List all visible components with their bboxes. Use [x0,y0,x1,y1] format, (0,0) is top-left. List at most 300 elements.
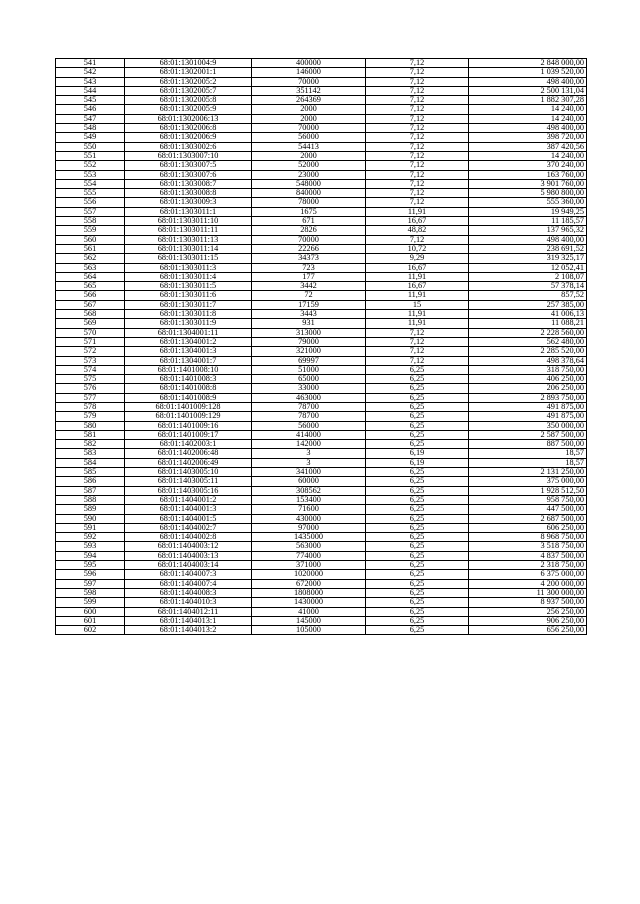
rate-cell: 6,25 [366,477,469,486]
cadastral-number-cell: 68:01:1303007:6 [125,170,252,179]
row-number-cell: 544 [56,86,125,95]
row-number-cell: 577 [56,393,125,402]
area-cell: 3443 [252,310,366,319]
cadastral-number-cell: 68:01:1401008:9 [125,393,252,402]
table-row [56,440,587,449]
cadastral-number-cell: 68:01:1401008:10 [125,365,252,374]
table-row [56,291,587,300]
amount-cell: 350 000,00 [469,421,587,430]
cadastral-number-cell: 68:01:1303007:10 [125,151,252,160]
cadastral-number-cell: 68:01:1303009:3 [125,198,252,207]
rate-cell: 6,25 [366,402,469,411]
rate-cell: 6,25 [366,626,469,635]
table-row [56,319,587,328]
table-row [56,235,587,244]
amount-cell: 257 385,00 [469,300,587,309]
cadastral-number-cell: 68:01:1303011:13 [125,235,252,244]
amount-cell: 2 687 500,00 [469,514,587,523]
row-number-cell: 566 [56,291,125,300]
row-number-cell: 568 [56,310,125,319]
area-cell: 70000 [252,235,366,244]
area-cell: 105000 [252,626,366,635]
row-number-cell: 601 [56,616,125,625]
cadastral-number-cell: 68:01:1304001:11 [125,328,252,337]
rate-cell: 15 [366,300,469,309]
table-row [56,217,587,226]
table-row [56,477,587,486]
cadastral-number-cell: 68:01:1304001:2 [125,337,252,346]
rate-cell: 7,12 [366,328,469,337]
table-row [56,151,587,160]
rate-cell: 6,25 [366,495,469,504]
row-number-cell: 602 [56,626,125,635]
table-row [56,393,587,402]
area-cell: 313000 [252,328,366,337]
rate-cell: 6,25 [366,430,469,439]
area-cell: 321000 [252,347,366,356]
amount-cell: 5 980 800,00 [469,189,587,198]
cadastral-number-cell: 68:01:1404001:2 [125,495,252,504]
row-number-cell: 569 [56,319,125,328]
row-number-cell: 593 [56,542,125,551]
area-cell: 146000 [252,68,366,77]
cadastral-number-cell: 68:01:1303011:1 [125,207,252,216]
area-cell: 3 [252,449,366,458]
row-number-cell: 574 [56,365,125,374]
row-number-cell: 585 [56,468,125,477]
area-cell: 414000 [252,430,366,439]
rate-cell: 6,25 [366,579,469,588]
row-number-cell: 553 [56,170,125,179]
amount-cell: 256 250,00 [469,607,587,616]
amount-cell: 1 882 307,28 [469,96,587,105]
table-row [56,449,587,458]
table-row [56,533,587,542]
row-number-cell: 579 [56,412,125,421]
rate-cell: 6,25 [366,607,469,616]
area-cell: 2000 [252,151,366,160]
amount-cell: 14 240,00 [469,105,587,114]
table-row [56,579,587,588]
table-row [56,226,587,235]
row-number-cell: 589 [56,505,125,514]
area-cell: 145000 [252,616,366,625]
table-body [56,59,587,635]
amount-cell: 2 500 131,04 [469,86,587,95]
cadastral-number-cell: 68:01:1404013:2 [125,626,252,635]
cadastral-number-cell: 68:01:1303007:5 [125,161,252,170]
rate-cell: 7,12 [366,142,469,151]
table-row [56,430,587,439]
area-cell: 840000 [252,189,366,198]
rate-cell: 11,91 [366,310,469,319]
amount-cell: 238 691,52 [469,244,587,253]
table-row [56,347,587,356]
cadastral-number-cell: 68:01:1302005:7 [125,86,252,95]
amount-cell: 2 108,07 [469,272,587,281]
row-number-cell: 575 [56,375,125,384]
rate-cell: 11,91 [366,291,469,300]
table-row [56,412,587,421]
row-number-cell: 599 [56,598,125,607]
area-cell: 60000 [252,477,366,486]
amount-cell: 163 760,00 [469,170,587,179]
rate-cell: 6,25 [366,384,469,393]
amount-cell: 137 965,32 [469,226,587,235]
area-cell: 1020000 [252,570,366,579]
amount-cell: 656 250,00 [469,626,587,635]
row-number-cell: 592 [56,533,125,542]
rate-cell: 7,12 [366,77,469,86]
rate-cell: 6,25 [366,365,469,374]
rate-cell: 6,25 [366,468,469,477]
amount-cell: 2 587 500,00 [469,430,587,439]
rate-cell: 6,25 [366,570,469,579]
rate-cell: 6,25 [366,486,469,495]
table-row [56,133,587,142]
area-cell: 371000 [252,561,366,570]
amount-cell: 498 400,00 [469,235,587,244]
area-cell: 563000 [252,542,366,551]
cadastral-number-cell: 68:01:1401008:8 [125,384,252,393]
amount-cell: 447 500,00 [469,505,587,514]
amount-cell: 387 420,56 [469,142,587,151]
row-number-cell: 558 [56,217,125,226]
area-cell: 723 [252,263,366,272]
row-number-cell: 551 [56,151,125,160]
area-cell: 142000 [252,440,366,449]
rate-cell: 6,25 [366,551,469,560]
area-cell: 3 [252,458,366,467]
cadastral-number-cell: 68:01:1304001:3 [125,347,252,356]
row-number-cell: 588 [56,495,125,504]
amount-cell: 562 480,00 [469,337,587,346]
amount-cell: 57 378,14 [469,282,587,291]
amount-cell: 11 185,57 [469,217,587,226]
cadastral-number-cell: 68:01:1404003:14 [125,561,252,570]
table-row [56,468,587,477]
row-number-cell: 541 [56,59,125,68]
rate-cell: 6,19 [366,458,469,467]
row-number-cell: 598 [56,588,125,597]
cadastral-number-cell: 68:01:1303011:10 [125,217,252,226]
table-row [56,179,587,188]
row-number-cell: 590 [56,514,125,523]
area-cell: 33000 [252,384,366,393]
row-number-cell: 559 [56,226,125,235]
row-number-cell: 582 [56,440,125,449]
area-cell: 153400 [252,495,366,504]
rate-cell: 16,67 [366,263,469,272]
cadastral-number-cell: 68:01:1302005:2 [125,77,252,86]
area-cell: 1675 [252,207,366,216]
area-cell: 308562 [252,486,366,495]
cadastral-number-cell: 68:01:1401009:17 [125,430,252,439]
row-number-cell: 555 [56,189,125,198]
area-cell: 56000 [252,421,366,430]
area-cell: 3442 [252,282,366,291]
area-cell: 2000 [252,105,366,114]
table-row [56,68,587,77]
rate-cell: 6,25 [366,440,469,449]
area-cell: 97000 [252,523,366,532]
cadastral-number-cell: 68:01:1401008:3 [125,375,252,384]
area-cell: 51000 [252,365,366,374]
area-cell: 1430000 [252,598,366,607]
amount-cell: 318 750,00 [469,365,587,374]
area-cell: 463000 [252,393,366,402]
rate-cell: 16,67 [366,282,469,291]
rate-cell: 6,19 [366,449,469,458]
table-row [56,189,587,198]
cadastral-number-cell: 68:01:1404003:12 [125,542,252,551]
rate-cell: 7,12 [366,68,469,77]
amount-cell: 4 200 000,00 [469,579,587,588]
rate-cell: 11,91 [366,207,469,216]
amount-cell: 958 750,00 [469,495,587,504]
area-cell: 34373 [252,254,366,263]
area-cell: 671 [252,217,366,226]
table-row [56,365,587,374]
cadastral-number-cell: 68:01:1404007:4 [125,579,252,588]
amount-cell: 4 837 500,00 [469,551,587,560]
row-number-cell: 591 [56,523,125,532]
area-cell: 1808000 [252,588,366,597]
rate-cell: 7,12 [366,235,469,244]
table-row [56,356,587,365]
table-row [56,198,587,207]
area-cell: 52000 [252,161,366,170]
area-cell: 41000 [252,607,366,616]
table-row [56,142,587,151]
rate-cell: 16,67 [366,217,469,226]
cadastral-number-cell: 68:01:1401009:128 [125,402,252,411]
table-row [56,86,587,95]
row-number-cell: 561 [56,244,125,253]
row-number-cell: 546 [56,105,125,114]
area-cell: 430000 [252,514,366,523]
row-number-cell: 573 [56,356,125,365]
amount-cell: 8 937 500,00 [469,598,587,607]
cadastral-number-cell: 68:01:1402006:49 [125,458,252,467]
cadastral-number-cell: 68:01:1404001:3 [125,505,252,514]
rate-cell: 7,12 [366,161,469,170]
table-row [56,161,587,170]
area-cell: 56000 [252,133,366,142]
amount-cell: 3 901 760,00 [469,179,587,188]
row-number-cell: 554 [56,179,125,188]
area-cell: 177 [252,272,366,281]
amount-cell: 491 875,00 [469,412,587,421]
amount-cell: 19 949,25 [469,207,587,216]
area-cell: 1435000 [252,533,366,542]
row-number-cell: 586 [56,477,125,486]
area-cell: 23000 [252,170,366,179]
amount-cell: 11 300 000,00 [469,588,587,597]
rate-cell: 7,12 [366,179,469,188]
cadastral-number-cell: 68:01:1404013:1 [125,616,252,625]
rate-cell: 7,12 [366,151,469,160]
rate-cell: 7,12 [366,170,469,179]
amount-cell: 2 228 560,00 [469,328,587,337]
table-row [56,96,587,105]
rate-cell: 7,12 [366,347,469,356]
rate-cell: 6,25 [366,421,469,430]
rate-cell: 48,82 [366,226,469,235]
area-cell: 54413 [252,142,366,151]
rate-cell: 7,12 [366,198,469,207]
row-number-cell: 549 [56,133,125,142]
table-row [56,421,587,430]
cadastral-number-cell: 68:01:1403005:16 [125,486,252,495]
row-number-cell: 542 [56,68,125,77]
cadastral-number-cell: 68:01:1303011:14 [125,244,252,253]
area-cell: 72 [252,291,366,300]
row-number-cell: 548 [56,124,125,133]
amount-cell: 18,57 [469,449,587,458]
amount-cell: 11 088,21 [469,319,587,328]
area-cell: 79000 [252,337,366,346]
row-number-cell: 596 [56,570,125,579]
cadastral-number-cell: 68:01:1302005:8 [125,96,252,105]
amount-cell: 857,52 [469,291,587,300]
cadastral-number-cell: 68:01:1303011:11 [125,226,252,235]
amount-cell: 2 848 000,00 [469,59,587,68]
cadastral-number-cell: 68:01:1404012:11 [125,607,252,616]
cadastral-number-cell: 68:01:1303008:8 [125,189,252,198]
area-cell: 400000 [252,59,366,68]
amount-cell: 206 250,00 [469,384,587,393]
row-number-cell: 563 [56,263,125,272]
amount-cell: 606 250,00 [469,523,587,532]
row-number-cell: 595 [56,561,125,570]
data-table [55,58,587,635]
table-row [56,282,587,291]
row-number-cell: 545 [56,96,125,105]
amount-cell: 2 318 750,00 [469,561,587,570]
table-row [56,384,587,393]
row-number-cell: 562 [56,254,125,263]
cadastral-number-cell: 68:01:1303011:15 [125,254,252,263]
rate-cell: 7,12 [366,59,469,68]
table-row [56,375,587,384]
row-number-cell: 584 [56,458,125,467]
amount-cell: 1 039 520,00 [469,68,587,77]
amount-cell: 375 000,00 [469,477,587,486]
amount-cell: 498 378,64 [469,356,587,365]
cadastral-number-cell: 68:01:1301004:9 [125,59,252,68]
row-number-cell: 557 [56,207,125,216]
area-cell: 548000 [252,179,366,188]
area-cell: 17159 [252,300,366,309]
rate-cell: 9,29 [366,254,469,263]
amount-cell: 14 240,00 [469,151,587,160]
rate-cell: 7,12 [366,189,469,198]
cadastral-number-cell: 68:01:1303011:6 [125,291,252,300]
amount-cell: 2 285 520,00 [469,347,587,356]
cadastral-number-cell: 68:01:1303008:7 [125,179,252,188]
cadastral-number-cell: 68:01:1401009:16 [125,421,252,430]
amount-cell: 6 375 000,00 [469,570,587,579]
rate-cell: 7,12 [366,337,469,346]
table-row [56,607,587,616]
rate-cell: 6,25 [366,393,469,402]
row-number-cell: 572 [56,347,125,356]
table-row [56,114,587,123]
rate-cell: 7,12 [366,86,469,95]
cadastral-number-cell: 68:01:1302006:9 [125,133,252,142]
area-cell: 672000 [252,579,366,588]
table-row [56,124,587,133]
area-cell: 774000 [252,551,366,560]
table-row [56,402,587,411]
row-number-cell: 600 [56,607,125,616]
amount-cell: 398 720,00 [469,133,587,142]
rate-cell: 6,25 [366,375,469,384]
rate-cell: 7,12 [366,105,469,114]
cadastral-number-cell: 68:01:1303011:4 [125,272,252,281]
cadastral-number-cell: 68:01:1303002:6 [125,142,252,151]
cadastral-number-cell: 68:01:1404002:7 [125,523,252,532]
cadastral-number-cell: 68:01:1302006:8 [125,124,252,133]
table-row [56,486,587,495]
table-row [56,207,587,216]
cadastral-number-cell: 68:01:1303011:7 [125,300,252,309]
row-number-cell: 571 [56,337,125,346]
row-number-cell: 560 [56,235,125,244]
table-row [56,77,587,86]
row-number-cell: 583 [56,449,125,458]
cadastral-number-cell: 68:01:1404003:13 [125,551,252,560]
rate-cell: 7,12 [366,356,469,365]
amount-cell: 491 875,00 [469,402,587,411]
amount-cell: 319 325,17 [469,254,587,263]
amount-cell: 1 928 512,50 [469,486,587,495]
table-row [56,514,587,523]
rate-cell: 7,12 [366,133,469,142]
amount-cell: 14 240,00 [469,114,587,123]
amount-cell: 498 400,00 [469,124,587,133]
row-number-cell: 594 [56,551,125,560]
table-row [56,523,587,532]
row-number-cell: 587 [56,486,125,495]
amount-cell: 406 250,00 [469,375,587,384]
table-row [56,59,587,68]
row-number-cell: 576 [56,384,125,393]
cadastral-number-cell: 68:01:1402003:1 [125,440,252,449]
rate-cell: 6,25 [366,616,469,625]
rate-cell: 6,25 [366,514,469,523]
rate-cell: 6,25 [366,542,469,551]
cadastral-number-cell: 68:01:1404007:3 [125,570,252,579]
rate-cell: 6,25 [366,588,469,597]
area-cell: 22266 [252,244,366,253]
cadastral-number-cell: 68:01:1303011:9 [125,319,252,328]
amount-cell: 2 893 750,00 [469,393,587,402]
table-row [56,170,587,179]
table-row [56,263,587,272]
row-number-cell: 565 [56,282,125,291]
amount-cell: 906 250,00 [469,616,587,625]
cadastral-number-cell: 68:01:1403005:10 [125,468,252,477]
amount-cell: 3 518 750,00 [469,542,587,551]
table-row [56,598,587,607]
row-number-cell: 543 [56,77,125,86]
row-number-cell: 570 [56,328,125,337]
rate-cell: 7,12 [366,96,469,105]
rate-cell: 11,91 [366,272,469,281]
rate-cell: 6,25 [366,412,469,421]
